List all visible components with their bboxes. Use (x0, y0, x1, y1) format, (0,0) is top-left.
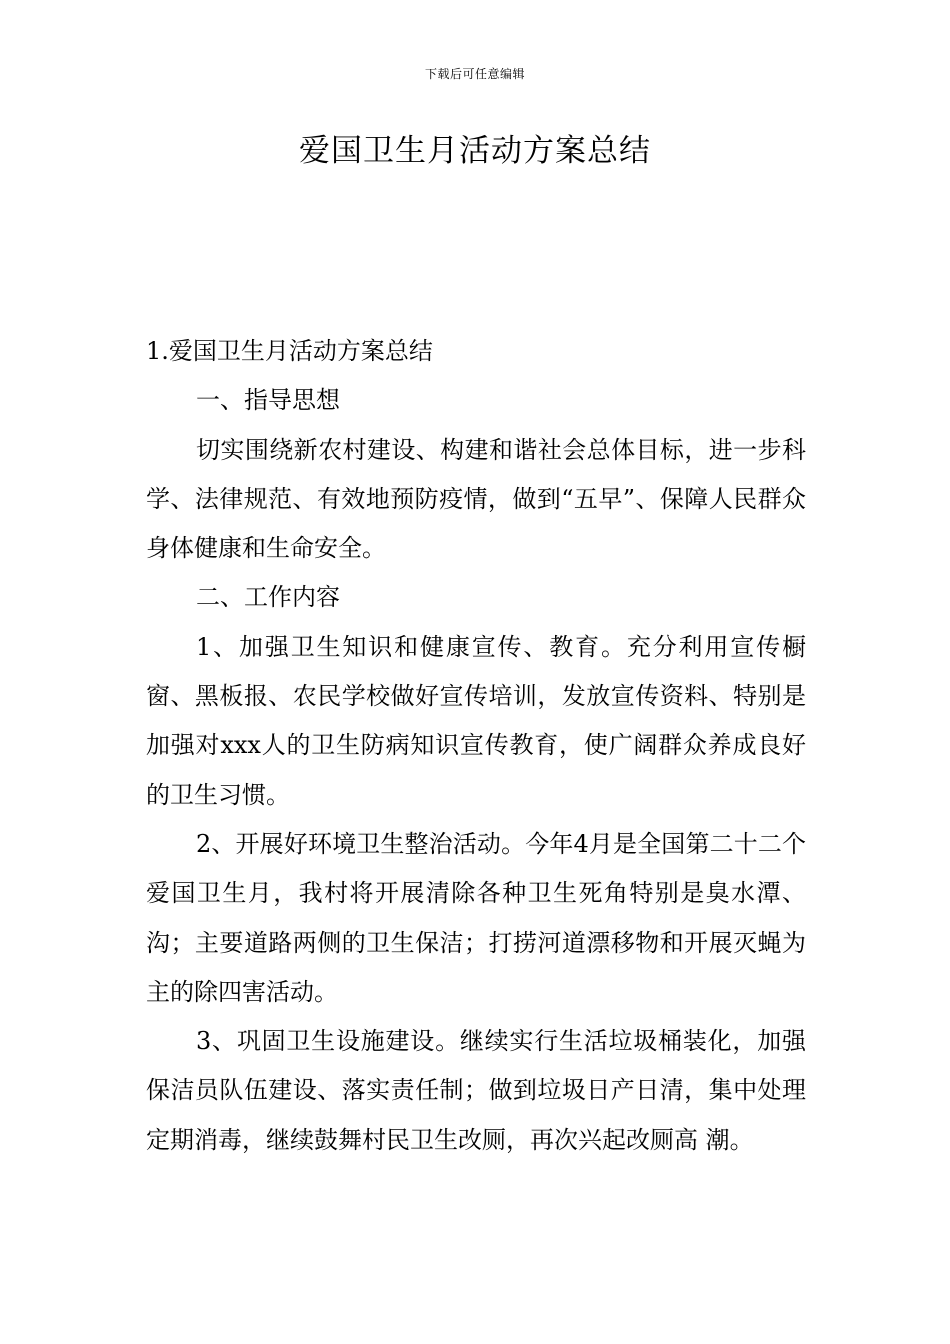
section-heading-numbered: 1.爱国卫生月活动方案总结 (146, 337, 433, 365)
paragraph-item-1: 1、加强卫生知识和健康宣传、教育。充分利用宣传橱窗、黑板报、农民学校做好宣传培训，发放宣传资料、特别是加强对xxx人的卫生防病知识宣传教育，使广阔群众养成良好的卫生习惯。 (146, 632, 806, 809)
download-note: 下载后可任意编辑 (424, 67, 525, 81)
section-heading-work-content: 二、工作内容 (196, 583, 340, 612)
paragraph-item-2: 2、开展好环境卫生整治活动。今年4月是全国第二十二个爱国卫生月，我村将开展清除各种卫生死角特别是臭水潭、沟；主要道路两侧的卫生保洁；打捞河道漂移物和开展灭蝇为主的除四害活动。 (146, 829, 806, 1006)
section-heading-guiding-ideology: 一、指导思想 (196, 386, 340, 415)
document-body (146, 327, 806, 1165)
paragraph-guiding-ideology: 切实围绕新农村建设、构建和谐社会总体目标，进一步科学、法律规范、有效地预防疫情，做到“五早”、保障人民群众身体健康和生命安全。 (146, 435, 806, 563)
paragraph-item-3: 3、巩固卫生设施建设。继续实行生活垃圾桶装化，加强保洁员队伍建设、落实责任制；做到垃圾日产日清，集中处理定期消毒，继续鼓舞村民卫生改厕，再次兴起改厕高 潮。 (146, 1027, 806, 1154)
document-title: 爱国卫生月活动方案总结 (299, 133, 651, 169)
